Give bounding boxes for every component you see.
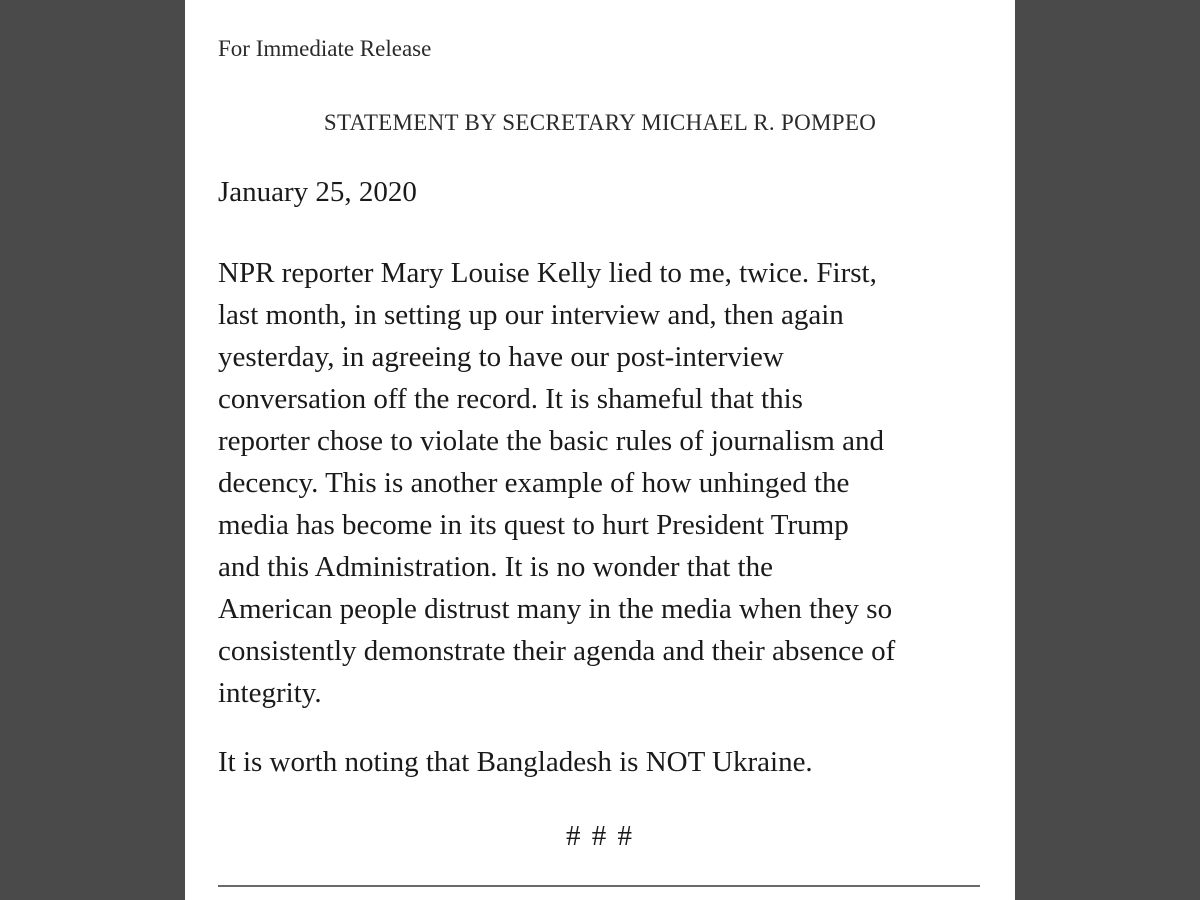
end-mark: # # #: [566, 820, 634, 852]
release-label: For Immediate Release: [218, 36, 432, 61]
body-line: decency. This is another example of how unhinged the: [218, 467, 850, 499]
body-line: integrity.: [218, 677, 322, 709]
body-line: and this Administration. It is no wonder that the: [218, 551, 773, 583]
statement-title: STATEMENT BY SECRETARY MICHAEL R. POMPEO: [323, 110, 877, 135]
statement-date: January 25, 2020: [218, 176, 417, 208]
closing-statement: It is worth noting that Bangladesh is NOT Ukraine.: [218, 746, 813, 778]
document-page: [185, 0, 1015, 900]
body-line: American people distrust many in the media when they so: [218, 593, 893, 625]
body-line: reporter chose to violate the basic rules of journalism and: [218, 425, 884, 457]
body-line: NPR reporter Mary Louise Kelly lied to me, twice. First,: [218, 257, 877, 289]
body-line: last month, in setting up our interview and, then again: [218, 299, 844, 331]
statement-body: [218, 252, 998, 714]
body-line: conversation off the record. It is shameful that this: [218, 383, 803, 415]
body-line: yesterday, in agreeing to have our post-interview: [218, 341, 784, 373]
footer-divider: [218, 885, 980, 887]
body-line: consistently demonstrate their agenda and their absence of: [218, 635, 896, 667]
body-line: media has become in its quest to hurt President Trump: [218, 509, 849, 541]
